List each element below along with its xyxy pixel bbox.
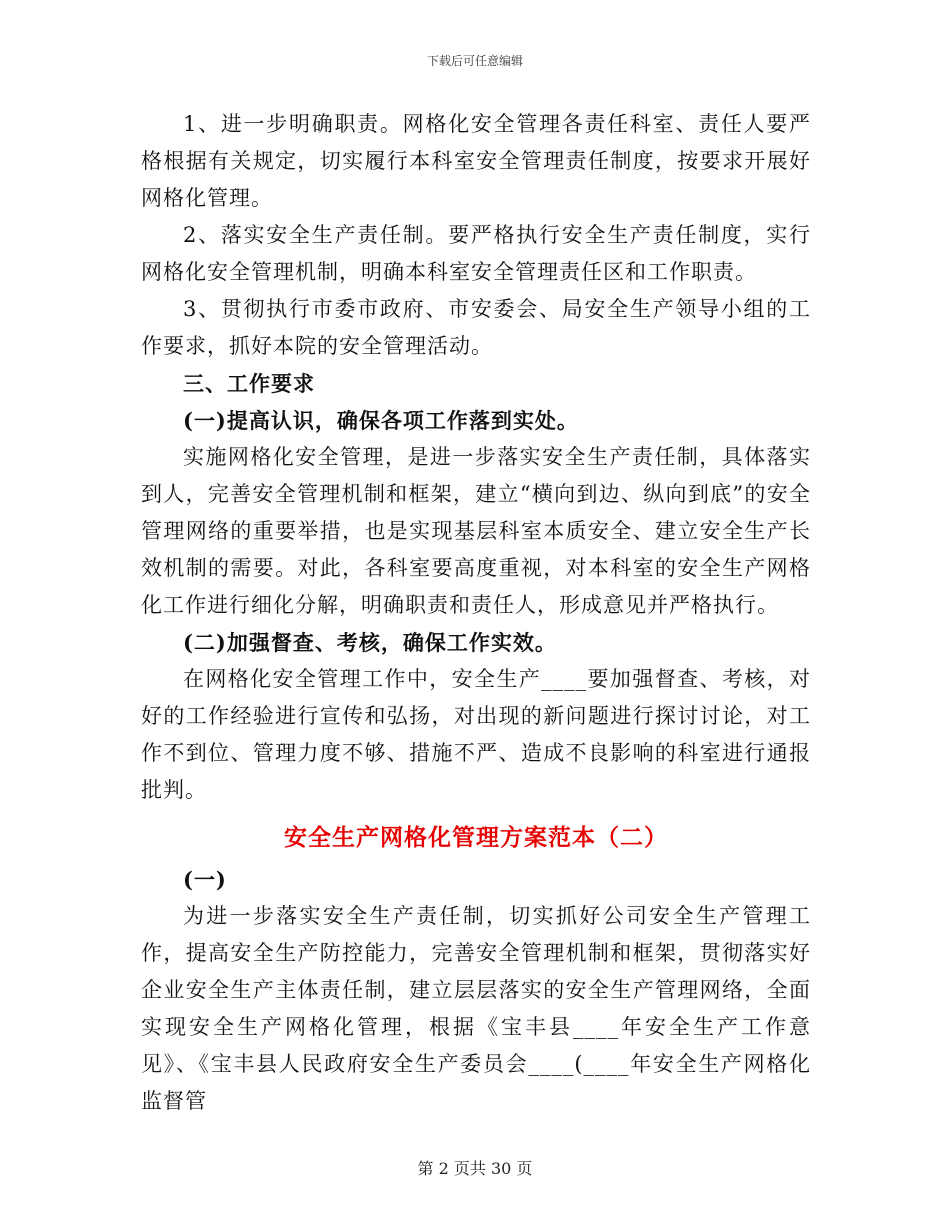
paragraph-grid-management: 实施网格化安全管理，是进一步落实安全生产责任制，具体落实到人，完善安全管理机制和框架，建立“横向到边、纵向到底”的安全管理网络的重要举措，也是实现基层科室本质安全、建立安全生产长效机制的需要。对此，各科室要高度重视，对本科室的安全生产网格化工作进行细化分解，明确职责和责任人，形成意见并严格执行。 bbox=[141, 445, 811, 617]
section2-heading: (一) bbox=[183, 867, 227, 892]
section2-paragraph: 为进一步落实安全生产责任制，切实抓好公司安全生产管理工作，提高安全生产防控能力，完善安全管理机制和框架，贯彻落实好企业安全生产主体责任制，建立层层落实的安全生产管理网络，全面实现安全生产网格化管理，根据《宝丰县____年安全生产工作意见》、《宝丰县人民政府安全生产委员会____(____年安全生产网格化监督管 bbox=[141, 904, 811, 1113]
page-header: 下载后可任意编辑 bbox=[426, 54, 523, 68]
document-body bbox=[141, 106, 811, 1120]
subheading-awareness: (一)提高认识，确保各项工作落到实处。 bbox=[183, 408, 579, 433]
paragraph-implementation: 3、贯彻执行市委市政府、市安委会、局安全生产领导小组的工作要求，抓好本院的安全管理活动。 bbox=[141, 297, 811, 358]
paragraph-duty: 1、进一步明确职责。网格化安全管理各责任科室、责任人要严格根据有关规定，切实履行本科室安全管理责任制度，按要求开展好网格化管理。 bbox=[141, 112, 811, 210]
paragraph-responsibility: 2、落实安全生产责任制。要严格执行安全生产责任制度，实行网格化安全管理机制，明确本科室安全管理责任区和工作职责。 bbox=[141, 223, 811, 284]
heading-work-requirements: 三、工作要求 bbox=[183, 371, 315, 396]
subheading-supervision: (二)加强督查、考核，确保工作实效。 bbox=[183, 630, 557, 655]
page-footer: 第 2 页共 30 页 bbox=[417, 1159, 533, 1178]
paragraph-supervision: 在网格化安全管理工作中，安全生产____要加强督查、考核，对好的工作经验进行宣传和弘扬，对出现的新问题进行探讨讨论，对工作不到位、管理力度不够、措施不严、造成不良影响的科室进行通报批判。 bbox=[141, 667, 811, 802]
section-title: 安全生产网格化管理方案范本（二） bbox=[284, 824, 668, 851]
